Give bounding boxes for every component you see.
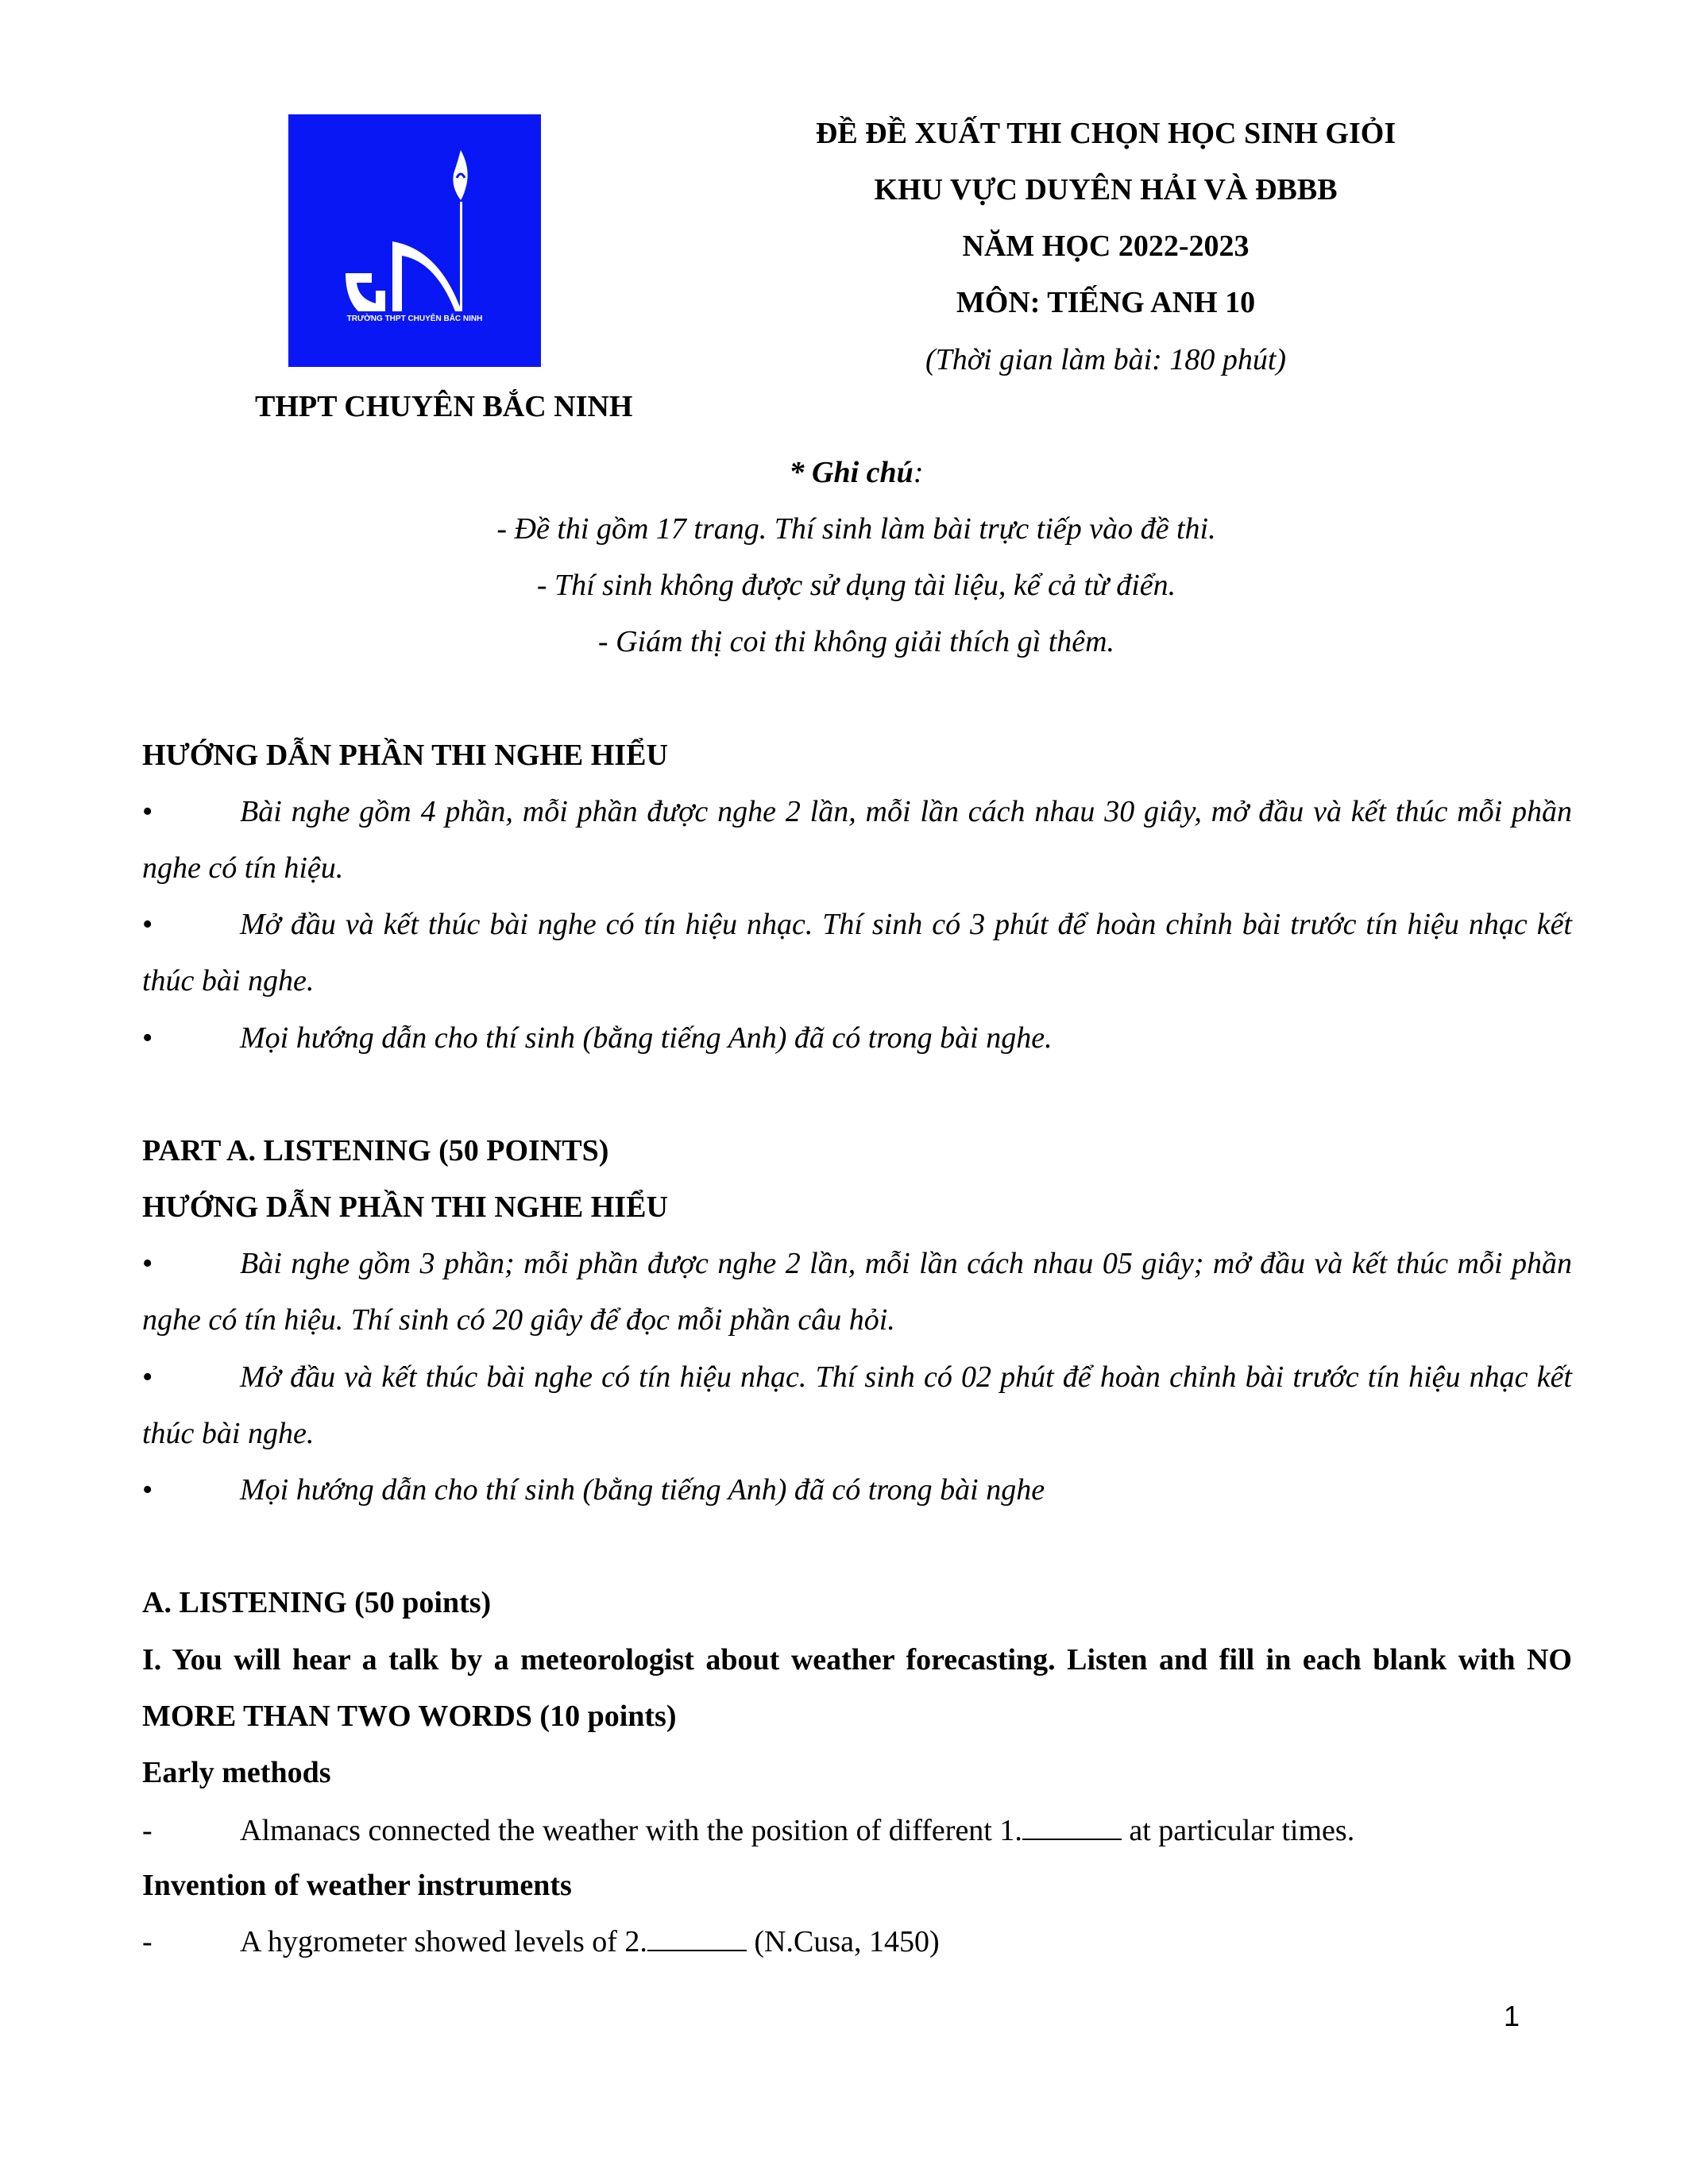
torch-logo-icon (288, 114, 541, 367)
guide2-text: Mọi hướng dẫn cho thí sinh (bằng tiếng Anh) đã có trong bài nghe (240, 1473, 1045, 1507)
q1-text: Almanacs connected the weather with the position of different 1. (240, 1814, 1022, 1847)
guide2-item (142, 1236, 1572, 1349)
guide1-text: Bài nghe gồm 4 phần, mỗi phần được nghe 2 lần, mỗi lần cách nhau 30 giây, mở đầu và kết thúc mỗi phần nghe có tín hiệu. (142, 795, 1572, 885)
exam-year: NĂM HỌC 2022-2023 (962, 230, 1250, 263)
notes-colon: : (913, 456, 924, 489)
section-instruction: I. You will hear a talk by a meteorologist about weather forecasting. Listen and fill in each blank with NO MORE THAN TWO WORDS (10 points) (142, 1643, 1572, 1733)
bullet: • (142, 795, 153, 828)
page-number: 1 (1504, 2000, 1520, 2032)
guide2-text: Bài nghe gồm 3 phần; mỗi phần được nghe 2 lần, mỗi lần cách nhau 05 giây; mở đầu và kết thúc mỗi phần nghe có tín hiệu. Thí sinh có 20 giây để đọc mỗi phần câu hỏi. (142, 1247, 1572, 1337)
notes-title (459, 445, 1253, 501)
bullet: • (142, 1360, 153, 1394)
bullet: • (142, 908, 153, 941)
question-1 (142, 1803, 1354, 1859)
guide1-text: Mở đầu và kết thúc bài nghe có tín hiệu nhạc. Thí sinh có 3 phút để hoàn chỉnh bài trước tín hiệu nhạc kết thúc bài nghe. (142, 908, 1572, 997)
guide1-item (142, 784, 1572, 897)
guide2-item (142, 1349, 1572, 1462)
dash: - (142, 1814, 153, 1847)
bullet: • (142, 1021, 153, 1055)
exam-subject: MÔN: TIẾNG ANH 10 (956, 286, 1256, 319)
note-item: - Thí sinh không được sử dụng tài liệu, kể cả từ điển. (536, 569, 1176, 602)
bullet: • (142, 1247, 153, 1280)
answer-blank-2[interactable] (647, 1926, 747, 1951)
guide2-title: HƯỚNG DẪN PHẦN THI NGHE HIỂU (142, 1190, 668, 1224)
guide1-text: Mọi hướng dẫn cho thí sinh (bằng tiếng Anh) đã có trong bài nghe. (240, 1021, 1053, 1055)
q2-text: A hygrometer showed levels of 2. (240, 1925, 647, 1958)
note-item: - Đề thi gồm 17 trang. Thí sinh làm bài trực tiếp vào đề thi. (496, 512, 1216, 546)
subheading-instruments: Invention of weather instruments (142, 1869, 572, 1902)
question-2 (142, 1914, 940, 1970)
dash: - (142, 1925, 153, 1958)
exam-duration: (Thời gian làm bài: 180 phút) (925, 343, 1287, 376)
guide1-title: HƯỚNG DẪN PHẦN THI NGHE HIỂU (142, 739, 668, 772)
part-a-heading: PART A. LISTENING (50 POINTS) (142, 1134, 609, 1167)
exam-region: KHU VỰC DUYÊN HẢI VÀ ĐBBB (874, 173, 1338, 206)
bullet: • (142, 1473, 153, 1507)
q2-text-after: (N.Cusa, 1450) (746, 1925, 940, 1958)
guide2-item (142, 1462, 1572, 1518)
exam-title: ĐỀ ĐỀ XUẤT THI CHỌN HỌC SINH GIỎI (815, 117, 1396, 150)
section-title: A. LISTENING (50 points) (142, 1586, 492, 1619)
school-logo (288, 114, 541, 367)
guide1-item (142, 1010, 1572, 1067)
school-name: THPT CHUYÊN BẮC NINH (255, 390, 633, 423)
guide1-item (142, 897, 1572, 1009)
note-item: - Giám thị coi thi không giải thích gì thêm. (597, 625, 1115, 658)
notes-title-text: * Ghi chú (789, 456, 914, 489)
guide2-text: Mở đầu và kết thúc bài nghe có tín hiệu nhạc. Thí sinh có 02 phút để hoàn chỉnh bài trước tín hiệu nhạc kết thúc bài nghe. (142, 1360, 1572, 1450)
logo-text: TRƯỜNG THPT CHUYÊN BẮC NINH (346, 314, 483, 323)
q1-text-after: at particular times. (1121, 1814, 1355, 1847)
answer-blank-1[interactable] (1022, 1815, 1122, 1840)
subheading-early-methods: Early methods (142, 1756, 331, 1789)
